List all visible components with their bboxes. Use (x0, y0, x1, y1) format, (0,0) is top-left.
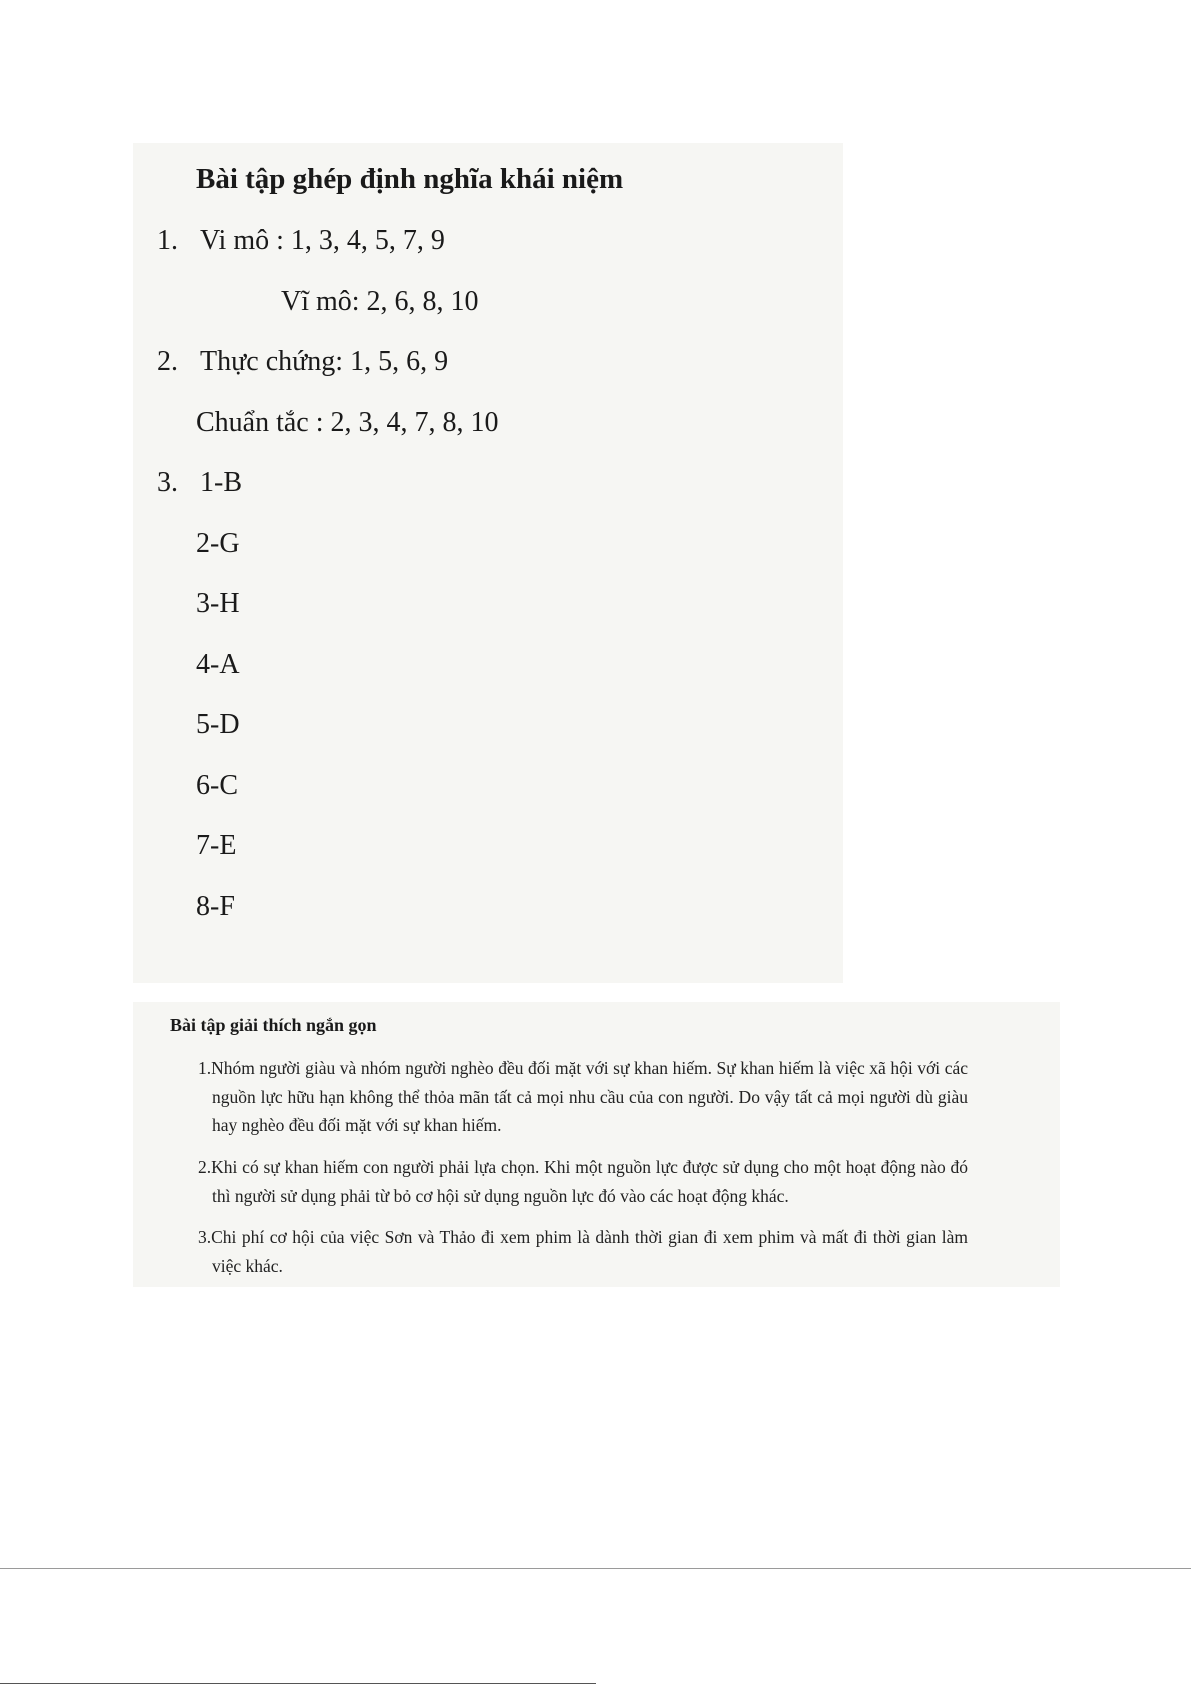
answer-box-explanations (133, 1002, 1060, 1287)
answer-line-thuc-chung: Thực chứng: 1, 5, 6, 9 (200, 346, 449, 377)
section-title-explanations: Bài tập giải thích ngắn gọn (170, 1015, 377, 1035)
list-number-2: 2. (157, 346, 178, 377)
match-line-3: 3-H (196, 588, 240, 619)
list-number-1: 1. (157, 225, 178, 256)
match-line-5: 5-D (196, 709, 240, 740)
bottom-edge-line (0, 1683, 596, 1684)
list-number-3: 3. (157, 467, 178, 498)
match-line-2: 2-G (196, 528, 240, 559)
footer-divider (0, 1568, 1191, 1569)
explanation-paragraph-2: 2.Khi có sự khan hiếm con người phải lựa chọn. Khi một nguồn lực được sử dụng cho một hoạt động nào đó thì người sử dụng phải từ bỏ cơ hội sử dụng nguồn lực đó vào các hoạt động khác. (198, 1157, 968, 1206)
explanation-paragraph-1: 1.Nhóm người giàu và nhóm người nghèo đều đối mặt với sự khan hiếm. Sự khan hiếm là việc xã hội với các nguồn lực hữu hạn không thể thỏa mãn tất cả mọi nhu cầu của con người. Do vậy tất cả mọi người dù giàu hay nghèo đều đối mặt với sự khan hiếm. (198, 1058, 968, 1135)
answer-line-chuan-tac: Chuẩn tắc : 2, 3, 4, 7, 8, 10 (196, 407, 499, 438)
match-line-6: 6-C (196, 770, 238, 801)
match-line-8: 8-F (196, 891, 235, 922)
answer-box-definitions (133, 143, 843, 983)
answer-line-vi-mo: Vi mô : 1, 3, 4, 5, 7, 9 (200, 225, 445, 256)
match-line-4: 4-A (196, 649, 240, 680)
section-title-definitions: Bài tập ghép định nghĩa khái niệm (196, 163, 624, 195)
match-line-1: 1-B (200, 467, 242, 498)
match-line-7: 7-E (196, 830, 237, 861)
answer-line-vi-mo-macro: Vĩ mô: 2, 6, 8, 10 (281, 286, 479, 317)
explanation-paragraph-3: 3.Chi phí cơ hội của việc Sơn và Thảo đi xem phim là dành thời gian đi xem phim và mất đi thời gian làm việc khác. (198, 1227, 968, 1276)
